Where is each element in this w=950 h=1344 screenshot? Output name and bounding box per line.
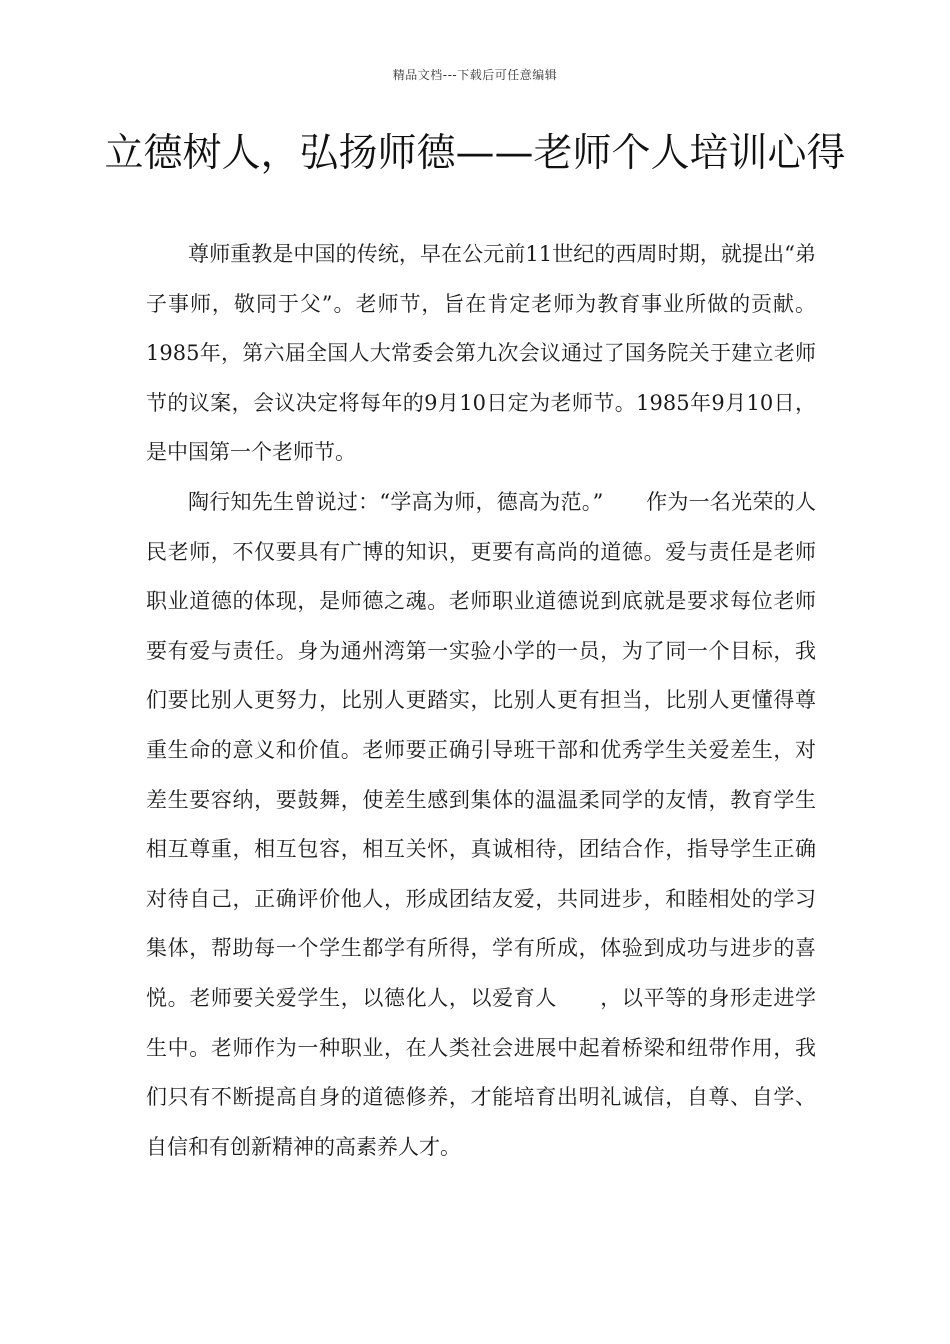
paragraph-2: 陶行知先生曾说过：“学高为师，德高为范。” 作为一名光荣的人民老师，不仅要具有广博的知识，更要有高尚的道德。爱与责任是老师职业道德的体现，是师德之魂。老师职业道德说到底就是要求每位老师要有爱与责任。身为通州湾第一实验小学的一员，为了同一个目标，我们要比别人更努力，比别人更踏实，比别人更有担当，比别人更懂得尊重生命的意义和价值。老师要正确引导班干部和优秀学生关爱差生，对差生要容纳，要鼓舞，使差生感到集体的温温柔同学的友情，教育学生相互尊重，相互包容，相互关怀，真诚相待，团结合作，指导学生正确对待自己，正确评价他人，形成团结友爱，共同进步，和睦相处的学习集体，帮助每一个学生都学有所得，学有所成，体验到成功与进步的喜悦。老师要关爱学生，以德化人，以爱育人 ，以平等的身形走进学生中。老师作为一种职业，在人类社会进展中起着桥梁和纽带作用，我们只有不断提高自身的道德修养，才能培育出明礼诚信，自尊、自学、自信和有创新精神的高素养人才。 [146, 489, 816, 1159]
document-title: 立德树人，弘扬师德——老师个人培训心得 [104, 131, 846, 176]
page-header: 精品文档---下载后可任意编辑 [392, 68, 558, 82]
paragraph-1: 尊师重教是中国的传统，早在公元前11世纪的西周时期，就提出“弟子事师，敬同于父”。老师节，旨在肯定老师为教育事业所做的贡献。1985年，第六届全国人大常委会第九次会议通过了国务院关于建立老师节的议案，会议决定将每年的9月10日定为老师节。1985年9月10日，是中国第一个老师节。 [146, 242, 816, 465]
document-body [146, 230, 816, 1172]
